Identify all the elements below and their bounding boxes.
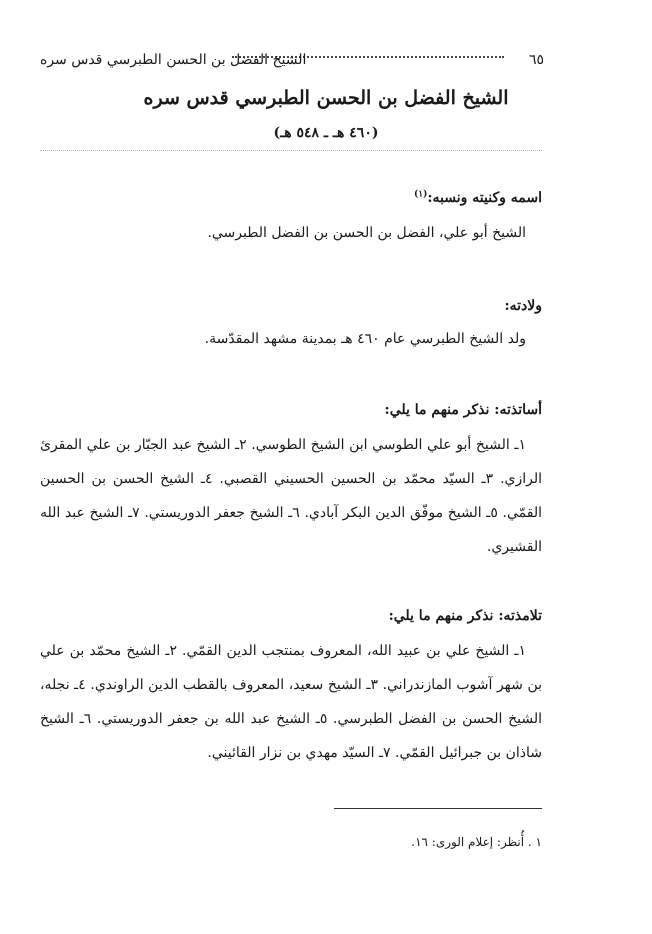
section-heading: ولادته:: [504, 298, 542, 314]
running-header-title: الشيخ الفضل بن الحسن الطبرسي قدس سره: [40, 52, 307, 68]
running-header: [40, 48, 544, 72]
running-header-page-number: ٦٥: [528, 52, 544, 68]
section-text: ١ـ الشيخ علي بن عبيد الله، المعروف بمنتجب الدين القمّي. ٢ـ الشيخ محمّد بن علي بن شهر آشوب المازندراني. ٣ـ الشيخ سعيد، المعروف بالقطب الدين الراوندي. ٤ـ نجله، الشيخ الحسن بن الفضل الطبرسي. ٥ـ الشيخ عبد الله بن جعفر الدوريستي. ٦ـ الشيخ شاذان بن جبرائيل القمّي. ٧ـ السيّد مهدي بن نزار القائيني.: [40, 643, 543, 761]
section-heading: [40, 186, 542, 210]
section-birth: [40, 294, 542, 356]
section-heading-text: اسمه وكنيته ونسبه:: [427, 190, 542, 206]
section-students: [40, 604, 542, 770]
section-heading: تلامذته: نذكر منهم ما يلي:: [388, 608, 542, 624]
footnote: ١ . أُنظر: إعلام الورى: ١٦.: [411, 835, 542, 849]
section-name: [40, 186, 542, 250]
section-text: ١ـ الشيخ أبو علي الطوسي ابن الشيخ الطوسي. ٢ـ الشيخ عبد الجبّار بن علي المقرئ الرازي. ٣ـ السيّد محمّد بن الحسين الحسيني القصبي. ٤ـ الشيخ الحسن بن الحسين القمّي. ٥ـ الشيخ موفّق الدين البكر آبادي. ٦ـ الشيخ جعفر الدوريستي. ٧ـ الشيخ عبد الله القشيري.: [40, 437, 543, 555]
section-text: ولد الشيخ الطبرسي عام ٤٦٠ هـ بمدينة مشهد المقدّسة.: [204, 331, 526, 347]
footnote-reference: (١): [414, 189, 428, 200]
chapter-dates: (٤٦٠ هـ ـ ٥٤٨ هـ): [273, 125, 379, 141]
section-teachers: [40, 398, 542, 564]
chapter-title: الشيخ الفضل بن الحسن الطبرسي قدس سره: [143, 87, 509, 109]
title-divider: [40, 150, 542, 151]
footnote-divider: [334, 808, 542, 809]
section-heading: أساتذته: نذكر منهم ما يلي:: [384, 402, 542, 418]
section-text: الشيخ أبو علي، الفضل بن الحسن بن الفضل الطبرسي.: [207, 225, 526, 241]
